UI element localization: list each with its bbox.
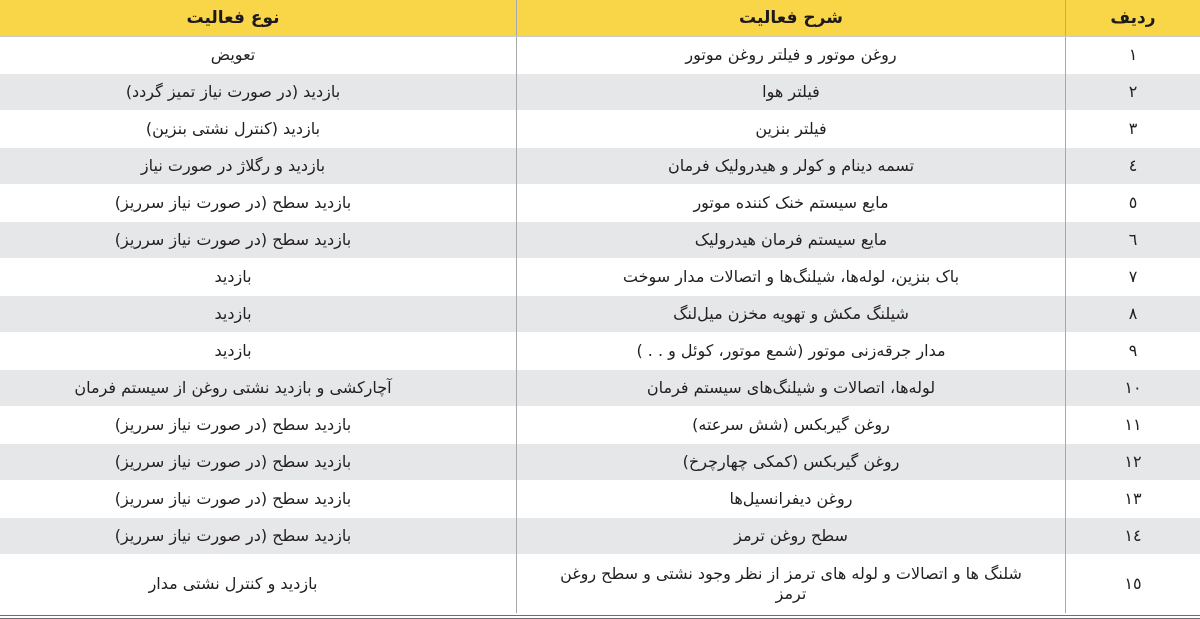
row-number-cell: ۱۰: [1066, 370, 1200, 407]
table-row: [0, 370, 1200, 407]
row-number-cell: ۱٤: [1066, 518, 1200, 555]
description-cell: مایع سیستم فرمان هیدرولیک: [517, 222, 1066, 259]
activity-type-cell: بازدید سطح (در صورت نیاز سرریز): [0, 222, 517, 259]
description-cell: مایع سیستم خنک کننده موتور: [517, 185, 1066, 222]
activity-type-cell: بازدید سطح (در صورت نیاز سرریز): [0, 407, 517, 444]
row-number-cell: ٤: [1066, 148, 1200, 185]
activity-type-cell: بازدید سطح (در صورت نیاز سرریز): [0, 518, 517, 555]
table-row: [0, 518, 1200, 555]
table-row: [0, 333, 1200, 370]
row-number-cell: ۹: [1066, 333, 1200, 370]
row-number-cell: ٥: [1066, 185, 1200, 222]
header-row-number: ردیف: [1066, 0, 1200, 37]
description-cell: سطح روغن ترمز: [517, 518, 1066, 555]
activity-type-cell: بازدید سطح (در صورت نیاز سرریز): [0, 481, 517, 518]
description-cell: روغن دیفرانسیل‌ها: [517, 481, 1066, 518]
row-number-cell: ۲: [1066, 74, 1200, 111]
activity-type-cell: بازدید سطح (در صورت نیاز سرریز): [0, 185, 517, 222]
row-number-cell: ۱۱: [1066, 407, 1200, 444]
activity-type-cell: آچارکشی و بازدید نشتی روغن از سیستم فرمان: [0, 370, 517, 407]
activity-type-cell: بازدید (در صورت نیاز تمیز گردد): [0, 74, 517, 111]
table-row: [0, 259, 1200, 296]
table-body: [0, 37, 1200, 614]
table-row: [0, 111, 1200, 148]
description-cell: لوله‌ها، اتصالات و شیلنگ‌های سیستم فرمان: [517, 370, 1066, 407]
table-row: [0, 407, 1200, 444]
activity-type-cell: بازدید و کنترل نشتی مدار: [0, 555, 517, 614]
table-row: [0, 74, 1200, 111]
description-cell: روغن گیربکس (کمکی چهارچرخ): [517, 444, 1066, 481]
table-bottom-rule: [0, 615, 1200, 616]
table-row: [0, 296, 1200, 333]
description-cell: مدار جرقه‌زنی موتور (شمع موتور، کوئل و . . ): [517, 333, 1066, 370]
description-cell: فیلتر بنزین: [517, 111, 1066, 148]
description-cell: [517, 555, 1066, 614]
activity-type-cell: بازدید: [0, 259, 517, 296]
row-number-cell: ۱۳: [1066, 481, 1200, 518]
description-cell: شیلنگ مکش و تهویه مخزن میل‌لنگ: [517, 296, 1066, 333]
table-row: [0, 222, 1200, 259]
activity-type-cell: بازدید سطح (در صورت نیاز سرریز): [0, 444, 517, 481]
table-row: [0, 481, 1200, 518]
description-cell: فیلتر هوا: [517, 74, 1066, 111]
row-number-cell: ۳: [1066, 111, 1200, 148]
table-row: [0, 185, 1200, 222]
description-cell: باک بنزین، لوله‌ها، شیلنگ‌ها و اتصالات مدار سوخت: [517, 259, 1066, 296]
activity-type-cell: تعویض: [0, 37, 517, 74]
activity-type-cell: بازدید: [0, 296, 517, 333]
activity-type-cell: بازدید (کنترل نشتی بنزین): [0, 111, 517, 148]
header-row: [0, 0, 1200, 37]
row-number-cell: ۱٥: [1066, 555, 1200, 614]
header-description: شرح فعالیت: [517, 0, 1066, 37]
row-number-cell: ۱۲: [1066, 444, 1200, 481]
header-activity-type: نوع فعالیت: [0, 0, 517, 37]
row-number-cell: ۸: [1066, 296, 1200, 333]
activity-type-cell: بازدید و رگلاژ در صورت نیاز: [0, 148, 517, 185]
row-number-cell: ٦: [1066, 222, 1200, 259]
description-text: شلنگ ها و اتصالات و لوله های ترمز از نظر وجود نشتی و سطح روغن ترمز: [556, 564, 1026, 604]
table-header: [0, 0, 1200, 37]
table-row: [0, 444, 1200, 481]
table-row: [0, 37, 1200, 74]
activity-type-cell: بازدید: [0, 333, 517, 370]
description-cell: تسمه دینام و کولر و هیدرولیک فرمان: [517, 148, 1066, 185]
table-row: [0, 148, 1200, 185]
description-cell: روغن گیربکس (شش سرعته): [517, 407, 1066, 444]
description-cell: روغن موتور و فیلتر روغن موتور: [517, 37, 1066, 74]
row-number-cell: ۷: [1066, 259, 1200, 296]
table-row: [0, 555, 1200, 614]
row-number-cell: ۱: [1066, 37, 1200, 74]
